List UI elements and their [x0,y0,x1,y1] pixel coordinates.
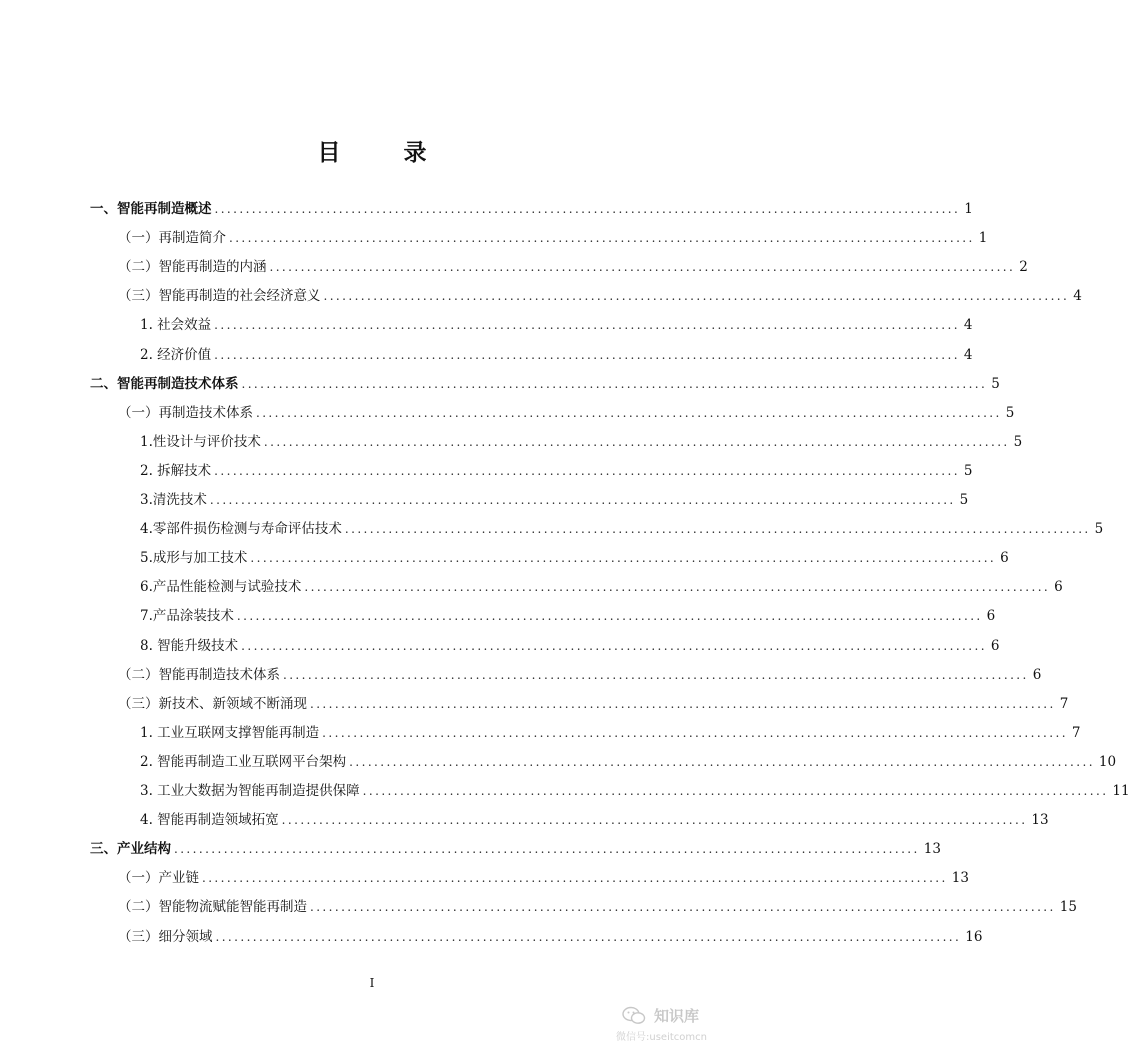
toc-entry-page: 16 [965,928,983,945]
toc-entry-page: 13 [923,841,941,858]
toc-entry-label: （三）智能再制造的社会经济意义 [118,288,321,305]
toc-leader-dots: ........................................................................................................................ [229,231,975,246]
toc-entry-label: 三、产业结构 [90,841,171,858]
toc-entry[interactable] [118,227,988,249]
toc-entry-page: 13 [951,870,969,887]
toc-entry-label: 5.成形与加工技术 [140,550,248,567]
toc-entry[interactable] [140,489,969,511]
toc-leader-dots: ........................................................................................................................ [214,318,960,333]
toc-entry-page: 4 [963,346,973,363]
toc-entry[interactable] [118,896,1077,918]
watermark [616,1003,736,1047]
toc-entry-label: 4.零部件损伤检测与寿命评估技术 [140,521,342,538]
toc-entry[interactable] [140,809,1049,831]
toc-leader-dots: ........................................................................................................................ [323,289,1070,304]
toc-entry-label: 6.产品性能检测与试验技术 [140,579,302,596]
toc-entry-page: 5 [1094,521,1104,538]
toc-entry-label: 一、智能再制造概述 [90,201,212,217]
toc-leader-dots: ........................................................................................................................ [362,784,1109,798]
toc-leader-dots: ........................................................................................................................ [256,405,1002,420]
toc-entry[interactable] [140,314,973,336]
toc-entry-page: 6 [1000,550,1009,567]
toc-entry-label: （二）智能再制造的内涵 [118,259,267,276]
toc-entry-page: 6 [1054,579,1063,596]
toc-entry-label: （一）再制造技术体系 [118,404,253,421]
toc-entry-page: 11 [1112,783,1130,799]
toc-leader-dots: ........................................................................................................................ [215,929,962,944]
toc-entry-page: 5 [959,492,969,508]
toc-entry[interactable] [118,664,1042,686]
toc-entry-label: （二）智能再制造技术体系 [118,666,280,683]
toc-entry-page: 6 [986,608,996,625]
toc-entry-page: 7 [1059,695,1069,712]
toc-entry[interactable] [140,635,1000,657]
toc-leader-dots: ........................................................................................................................ [349,754,1095,769]
toc-entry-label: （三）细分领域 [118,928,213,945]
toc-entry-page: 1 [964,201,973,217]
toc-leader-dots: ........................................................................................................................ [214,347,960,362]
toc-leader-dots: ........................................................................................................................ [202,871,948,886]
toc-entry-label: （一）再制造简介 [118,230,226,247]
toc-leader-dots: ........................................................................................................................ [250,551,997,566]
toc-leader-dots: ........................................................................................................................ [214,463,960,478]
toc-leader-dots: ........................................................................................................................ [269,260,1016,275]
watermark-name: 知识库 [654,1007,700,1025]
toc-leader-dots: ........................................................................................................................ [214,202,961,216]
toc-entry[interactable] [118,926,983,948]
toc-entry-label: 1. 工业互联网支撑智能再制造 [140,724,320,741]
page-number: I [369,976,375,990]
toc-entry-label: 2. 经济价值 [140,346,212,363]
wechat-icon [622,1006,646,1026]
toc-entry-label: 1.性设计与评价技术 [140,433,261,450]
toc-entry[interactable] [118,867,969,889]
toc-entry-page: 6 [1032,666,1042,683]
toc-leader-dots: ........................................................................................................................ [281,813,1028,828]
toc-entry-label: 8. 智能升级技术 [140,637,239,654]
toc-leader-dots: ........................................................................................................................ [310,900,1056,915]
toc-entry-label: 7.产品涂装技术 [140,608,234,625]
toc-leader-dots: ........................................................................................................................ [209,493,956,507]
toc-entry[interactable] [140,547,1009,569]
toc-entry[interactable] [140,431,1023,453]
toc-entry[interactable] [118,256,1028,278]
toc-entry-page: 5 [1005,404,1015,421]
toc-entry-page: 4 [963,317,973,334]
toc-entry-label: 4. 智能再制造领域拓宽 [140,812,279,829]
toc-entry[interactable] [140,576,1063,598]
toc-title: 目 录 [317,140,447,166]
toc-entry[interactable] [90,373,1000,395]
toc-leader-dots: ........................................................................................................................ [283,667,1029,682]
toc-entry-page: 15 [1059,899,1077,916]
toc-entry-page: 13 [1031,812,1049,829]
toc-entry-label: （二）智能物流赋能智能再制造 [118,899,307,916]
toc-entry[interactable] [140,751,1117,773]
toc-entry-page: 10 [1098,753,1117,770]
toc-leader-dots: ........................................................................................................................ [344,522,1091,537]
toc-entry[interactable] [140,605,996,627]
toc-entry[interactable] [140,344,973,366]
toc-entry[interactable] [118,402,1015,424]
toc-entry[interactable] [90,838,941,860]
toc-entry-label: （一）产业链 [118,870,199,887]
toc-entry-page: 5 [991,375,1000,392]
toc-leader-dots: ........................................................................................................................ [304,580,1051,595]
toc-entry-label: 3. 工业大数据为智能再制造提供保障 [140,783,360,799]
toc-leader-dots: ........................................................................................................................ [241,638,987,653]
toc-entry-page: 4 [1073,288,1082,305]
toc-leader-dots: ........................................................................................................................ [241,376,988,391]
toc-entry-label: 1. 社会效益 [140,317,212,334]
toc-leader-dots: ........................................................................................................................ [174,842,920,857]
toc-entry[interactable] [90,198,973,220]
toc-entry[interactable] [118,285,1082,307]
toc-entry-label: 2. 智能再制造工业互联网平台架构 [140,753,347,770]
toc-entry-page: 5 [963,462,973,479]
toc-entry[interactable] [140,780,1130,802]
toc-entry[interactable] [140,722,1081,744]
watermark-account: 微信号:useitcomcn [616,1032,707,1043]
toc-leader-dots: ........................................................................................................................ [263,434,1010,449]
toc-entry-page: 7 [1071,724,1081,741]
toc-entry-label: 二、智能再制造技术体系 [90,375,239,392]
toc-entry-page: 2 [1019,259,1028,276]
toc-leader-dots: ........................................................................................................................ [310,696,1056,711]
toc-entry[interactable] [140,518,1104,540]
toc-entry-page: 6 [990,637,1000,654]
toc-leader-dots: ........................................................................................................................ [322,725,1068,740]
toc-entry-label: 3.清洗技术 [140,492,207,508]
toc-entry-label: （三）新技术、新领域不断涌现 [118,695,307,712]
toc-entry-page: 1 [978,230,988,247]
toc-leader-dots: ........................................................................................................................ [236,609,983,624]
toc-entry[interactable] [118,693,1069,715]
toc-entry[interactable] [140,460,973,482]
toc-entry-page: 5 [1013,433,1023,450]
toc-entry-label: 2. 拆解技术 [140,462,212,479]
